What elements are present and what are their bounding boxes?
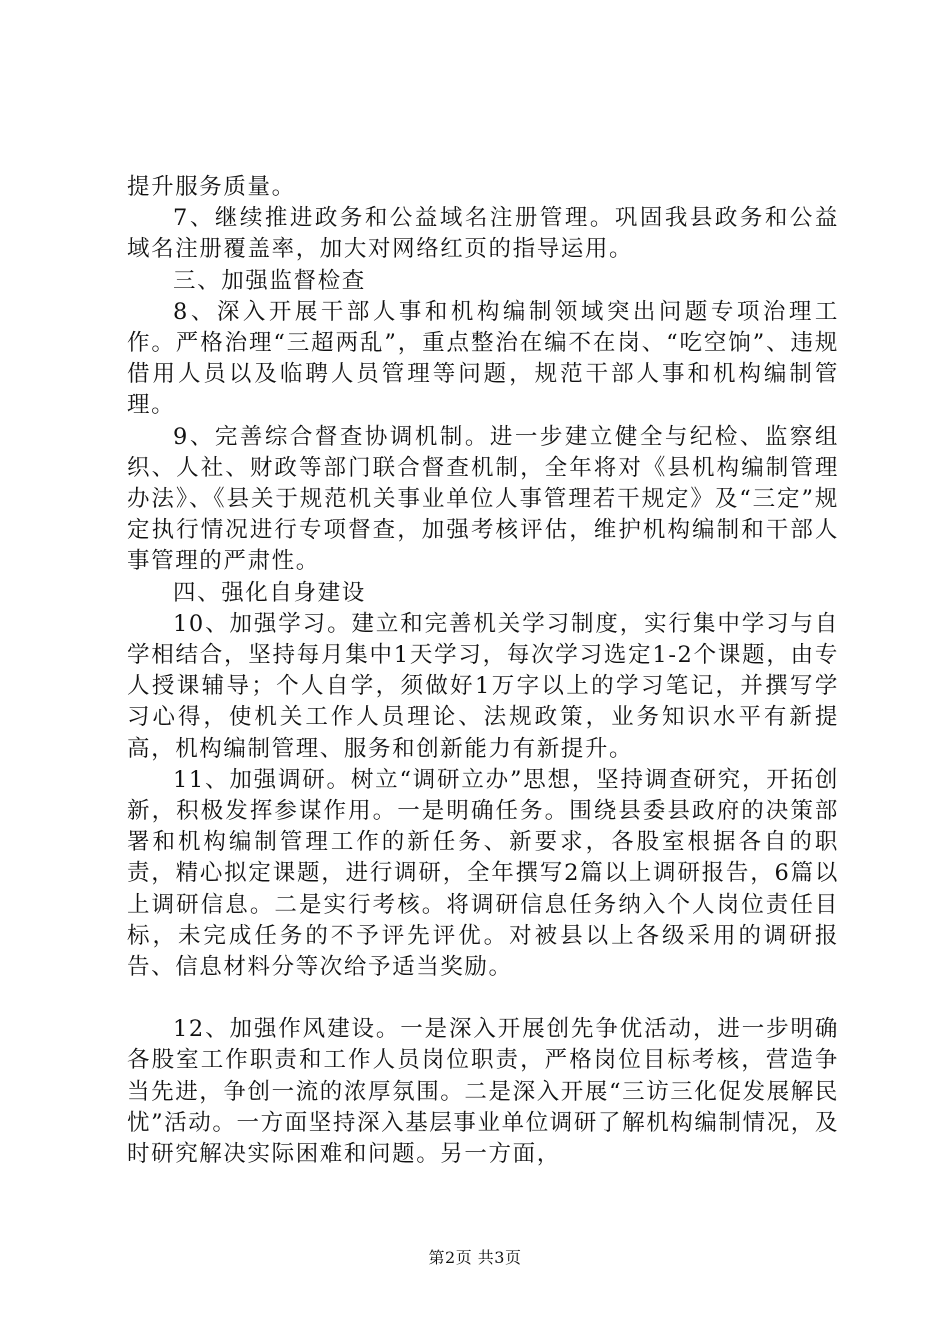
paragraph-item-11: 11、加强调研。树立“调研立办”思想，坚持调查研究，开拓创新，积极发挥参谋作用。一是明确任务。围绕县委县政府的决策部署和机构编制管理工作的新任务、新要求，各股室根据各自的职责，精心拟定课题，进行调研，全年撰写2篇以上调研报告，6篇以上调研信息。二是实行考核。将调研信息任务纳入个人岗位责任目标，未完成任务的不予评先评优。对被县以上各级采用的调研报告、信息材料分等次给予适当奖励。 [127, 766, 839, 981]
section-heading-3: 三、加强监督检查 [173, 267, 366, 294]
paragraph-item-12: 12、加强作风建设。一是深入开展创先争优活动，进一步明确各股室工作职责和工作人员岗位职责，严格岗位目标考核，营造争当先进，争创一流的浓厚氛围。二是深入开展“三访三化促发展解民忧”活动。一方面坚持深入基层事业单位调研了解机构编制情况，及时研究解决实际困难和问题。另一方面， [127, 1016, 840, 1168]
document-body [127, 172, 839, 1170]
paragraph-item-8: 8、深入开展干部人事和机构编制领域突出问题专项治理工作。严格治理“三超两乱”，重点整治在编不在岗、“吃空饷”、违规借用人员以及临聘人员管理等问题，规范干部人事和机构编制管理。 [127, 298, 839, 419]
paragraph-item-7: 7、继续推进政务和公益域名注册管理。巩固我县政务和公益域名注册覆盖率，加大对网络红页的指导运用。 [127, 205, 839, 263]
paragraph-item-9: 9、完善综合督查协调机制。进一步建立健全与纪检、监察组织、人社、财政等部门联合督查机制，全年将对《县机构编制管理办法》、《县关于规范机关事业单位人事管理若干规定》及“三定”规定执行情况进行专项督查，加强考核评估，维护机构编制和干部人事管理的严肃性。 [127, 423, 839, 575]
paragraph-item-10: 10、加强学习。建立和完善机关学习制度，实行集中学习与自学相结合，坚持每月集中1天学习，每次学习选定1-2个课题，由专人授课辅导；个人自学，须做好1万字以上的学习笔记，并撰写学习心得，使机关工作人员理论、法规政策，业务知识水平有新提高，机构编制管理、服务和创新能力有新提升。 [127, 610, 839, 762]
section-heading-4: 四、强化自身建设 [173, 579, 366, 606]
paragraph-continuation: 提升服务质量。 [127, 174, 296, 200]
page-number-footer: 第2页 共3页 [428, 1248, 522, 1267]
